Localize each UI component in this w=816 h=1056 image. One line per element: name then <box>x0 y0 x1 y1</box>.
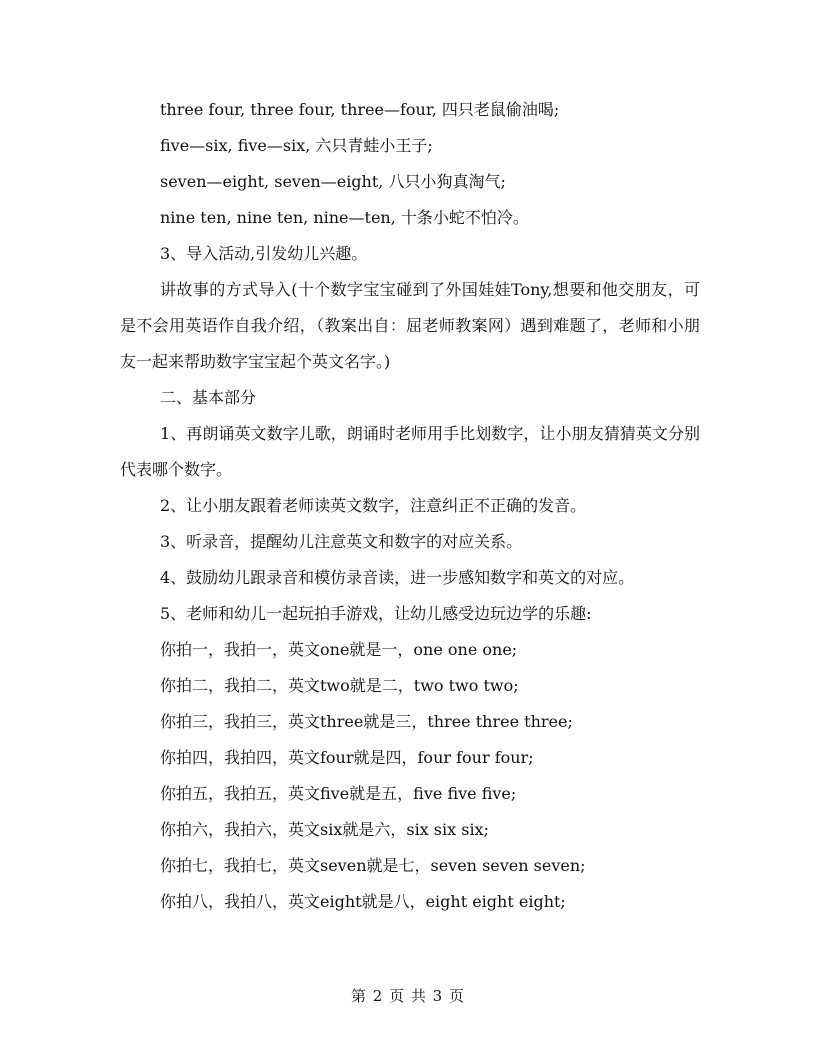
step-heading: 3、导入活动,引发幼儿兴趣。 <box>160 244 368 263</box>
rhyme-line-five-six: five—six, five—six, 六只青蛙小王子; <box>160 136 433 155</box>
clap-line: 你拍一，我拍一，英文one就是一，one one one; <box>160 640 518 659</box>
clap-line: 你拍三，我拍三，英文three就是三，three three three; <box>160 712 573 731</box>
rhyme-line-three-four: three four, three four, three—four, 四只老鼠偷油喝; <box>160 100 560 119</box>
document-body <box>120 92 700 920</box>
list-item: 4、鼓励幼儿跟录音和模仿录音读，进一步感知数字和英文的对应。 <box>160 568 635 587</box>
page-footer: 第 2 页 共 3 页 <box>351 987 465 1005</box>
rhyme-line-nine-ten: nine ten, nine ten, nine—ten, 十条小蛇不怕冷。 <box>160 208 529 227</box>
clap-line: 你拍八，我拍八，英文eight就是八，eight eight eight; <box>160 892 566 911</box>
clap-line: 你拍七，我拍七，英文seven就是七，seven seven seven; <box>160 856 586 875</box>
list-item: 1、再朗诵英文数字儿歌，朗诵时老师用手比划数字，让小朋友猜猜英文分别代表哪个数字。 <box>120 424 700 479</box>
clap-line: 你拍五，我拍五，英文five就是五，five five five; <box>160 784 517 803</box>
section-heading: 二、基本部分 <box>160 388 257 407</box>
clap-line: 你拍六，我拍六，英文six就是六，six six six; <box>160 820 489 839</box>
clap-line: 你拍二，我拍二，英文two就是二，two two two; <box>160 676 519 695</box>
list-item: 2、让小朋友跟着老师读英文数字，注意纠正不正确的发音。 <box>160 496 587 515</box>
clap-line: 你拍四，我拍四，英文four就是四，four four four; <box>160 748 534 767</box>
list-item: 3、听录音，提醒幼儿注意英文和数字的对应关系。 <box>160 532 523 551</box>
rhyme-line-seven-eight: seven—eight, seven—eight, 八只小狗真淘气; <box>160 172 506 191</box>
list-item: 5、老师和幼儿一起玩拍手游戏，让幼儿感受边玩边学的乐趣: <box>160 604 592 623</box>
story-intro-paragraph: 讲故事的方式导入(十个数字宝宝碰到了外国娃娃Tony,想要和他交朋友，可是不会用英语作自我介绍，（教案出自：屈老师教案网）遇到难题了，老师和小朋友一起来帮助数字宝宝起个英文名字。) <box>120 280 700 371</box>
